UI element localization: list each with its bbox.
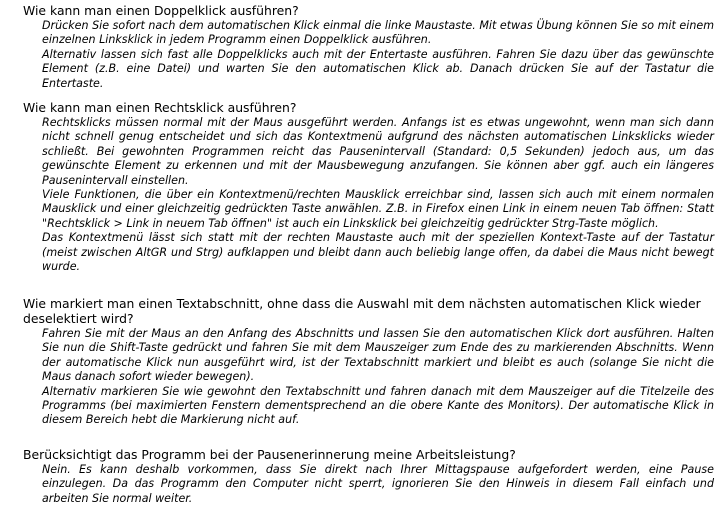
faq-item-double-click (23, 3, 714, 96)
faq-question: Wie kann man einen Doppelklick ausführen? (23, 3, 299, 18)
answer-paragraph: Drücken Sie sofort nach dem automatischen Klick einmal die linke Maustaste. Mit etwas Übung können Sie so mit einem einzelnen Linksklick in jedem Programm einen Doppelklick ausführen. (42, 19, 714, 47)
faq-answer (23, 463, 714, 506)
answer-paragraph: Fahren Sie mit der Maus an den Anfang des Abschnitts und lassen Sie den automatischen Klick dort ausführen. Halten Sie nun die Shift-Taste gedrückt und fahren Sie mit dem Mauszeiger zum Ende des zu markierenden Abschnitts. Wenn der automatische Klick nun ausgeführt wird, ist der Textabschnitt markiert und bleibt es auch (solange Sie nicht die Maus danach sofort wieder bewegen). (42, 327, 714, 384)
faq-question: Wie markiert man einen Textabschnitt, ohne dass die Auswahl mit dem nächsten automatischen Klick wieder deselektiert wird? (23, 296, 701, 326)
faq-answer (23, 116, 714, 274)
faq-item-text-selection (23, 296, 714, 433)
answer-paragraph: Viele Funktionen, die über ein Kontextmenü/rechten Mausklick erreichbar sind, lassen sich auch mit einem normalen Mausklick und einer gleichzeitig gedrückten Taste anwählen. Z.B. in Firefox einen Link in einem neuen Tab öffnen: Statt "Rechtsklick > Link in neuem Tab öffnen" ist auch ein Linksklick bei gleichzeitig gedrückter Strg-Taste möglich. (42, 188, 714, 230)
faq-question: Berücksichtigt das Programm bei der Pausenerinnerung meine Arbeitsleistung? (23, 447, 516, 462)
answer-paragraph: Rechtsklicks müssen normal mit der Maus ausgeführt werden. Anfangs ist es etwas ungewohnt, wenn man sich dann nicht schnell genug entscheidet und sich das Kontextmenü aufgrund des nächsten automatischen Linksklicks wieder schließt. Bei gewohnten Programmen reicht das Pausenintervall (Standard: 0,5 Sekunden) jedoch aus, um das gewünschte Element zu erkennen und mit der Mausbewegung anzufangen. Sie können aber ggf. auch ein längeres Pausenintervall einstellen. (42, 116, 714, 187)
faq-question: Wie kann man einen Rechtsklick ausführen? (23, 100, 297, 115)
answer-paragraph: Alternativ markieren Sie wie gewohnt den Textabschnitt und fahren danach mit dem Mauszeiger auf die Titelzeile des Programms (bei maximierten Fenstern dementsprechend an die obere Kante des Monitors). Der automatische Klick in diesem Bereich hebt die Markierung nicht auf. (42, 384, 714, 427)
answer-paragraph: Nein. Es kann deshalb vorkommen, dass Sie direkt nach Ihrer Mittagspause aufgefordert werden, eine Pause einzulegen. Da das Programm den Computer nicht sperrt, ignorieren Sie den Hinweis in diesem Fall einfach und arbeiten Sie normal weiter. (42, 463, 714, 505)
faq-answer (23, 327, 714, 428)
faq-item-break-reminder (23, 447, 714, 511)
answer-paragraph: Das Kontextmenü lässt sich statt mit der rechten Maustaste auch mit der speziellen Kontext-Taste auf der Tastatur (meist zwischen AltGR und Strg) aufklappen und bleibt dann auch beliebig lange offen, da dabei die Maus nicht bewegt wurde. (42, 231, 714, 274)
faq-item-right-click (23, 100, 714, 279)
answer-paragraph: Alternativ lassen sich fast alle Doppelklicks auch mit der Entertaste ausführen. Fahren Sie dazu über das gewünschte Element (z.B. eine Datei) und warten Sie den automatischen Klick ab. Danach drücken Sie auf der Tastatur die Entertaste. (42, 47, 714, 90)
faq-answer (23, 19, 714, 91)
